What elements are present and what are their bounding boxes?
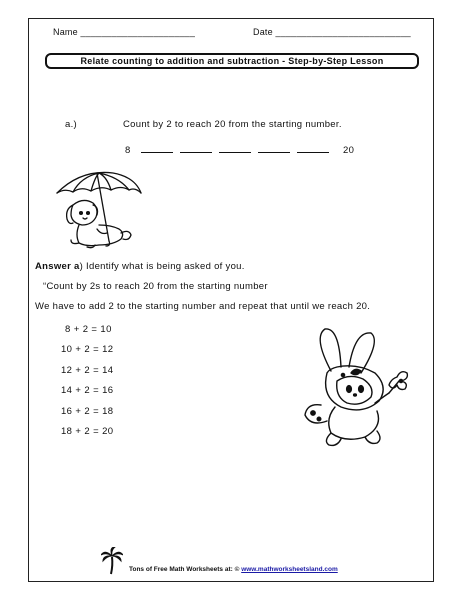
blank-4[interactable] xyxy=(258,144,290,153)
blank-1[interactable] xyxy=(141,144,173,153)
equation-1: 8 + 2 = 10 xyxy=(65,324,112,335)
bunny-with-flower-icon xyxy=(291,327,419,451)
equation-2: 10 + 2 = 12 xyxy=(61,344,114,355)
equation-6: 18 + 2 = 20 xyxy=(61,426,114,437)
equation-3: 12 + 2 = 14 xyxy=(61,365,114,376)
blank-5[interactable] xyxy=(297,144,329,153)
end-number: 20 xyxy=(343,145,355,156)
equation-5: 16 + 2 = 18 xyxy=(61,406,114,417)
answer-quote: “Count by 2s to reach 20 from the starting number xyxy=(43,281,268,292)
equation-4: 14 + 2 = 16 xyxy=(61,385,114,396)
palm-tree-icon xyxy=(101,547,123,575)
footer-credit xyxy=(129,566,338,573)
dog-with-umbrella-icon xyxy=(51,167,143,251)
start-number: 8 xyxy=(125,145,131,156)
worksheet-page xyxy=(28,18,434,582)
number-line xyxy=(125,144,354,156)
answer-label: Answer a xyxy=(35,261,80,272)
blank-2[interactable] xyxy=(180,144,212,153)
lesson-title: Relate counting to addition and subtraction - Step-by-Step Lesson xyxy=(45,53,419,69)
answer-intro: ) Identify what is being asked of you. xyxy=(79,261,245,272)
footer-text: Tons of Free Math Worksheets at: © xyxy=(129,566,242,573)
date-field: Date __________________________ xyxy=(253,27,411,37)
problem-text: Count by 2 to reach 20 from the starting number. xyxy=(123,119,342,130)
name-field: Name ______________________ xyxy=(53,27,196,37)
problem-label: a.) xyxy=(65,119,77,130)
footer-link[interactable]: www.mathworksheetsland.com xyxy=(241,566,338,573)
answer-explanation: We have to add 2 to the starting number and repeat that until we reach 20. xyxy=(35,301,371,312)
blank-3[interactable] xyxy=(219,144,251,153)
answer-line xyxy=(35,261,245,272)
